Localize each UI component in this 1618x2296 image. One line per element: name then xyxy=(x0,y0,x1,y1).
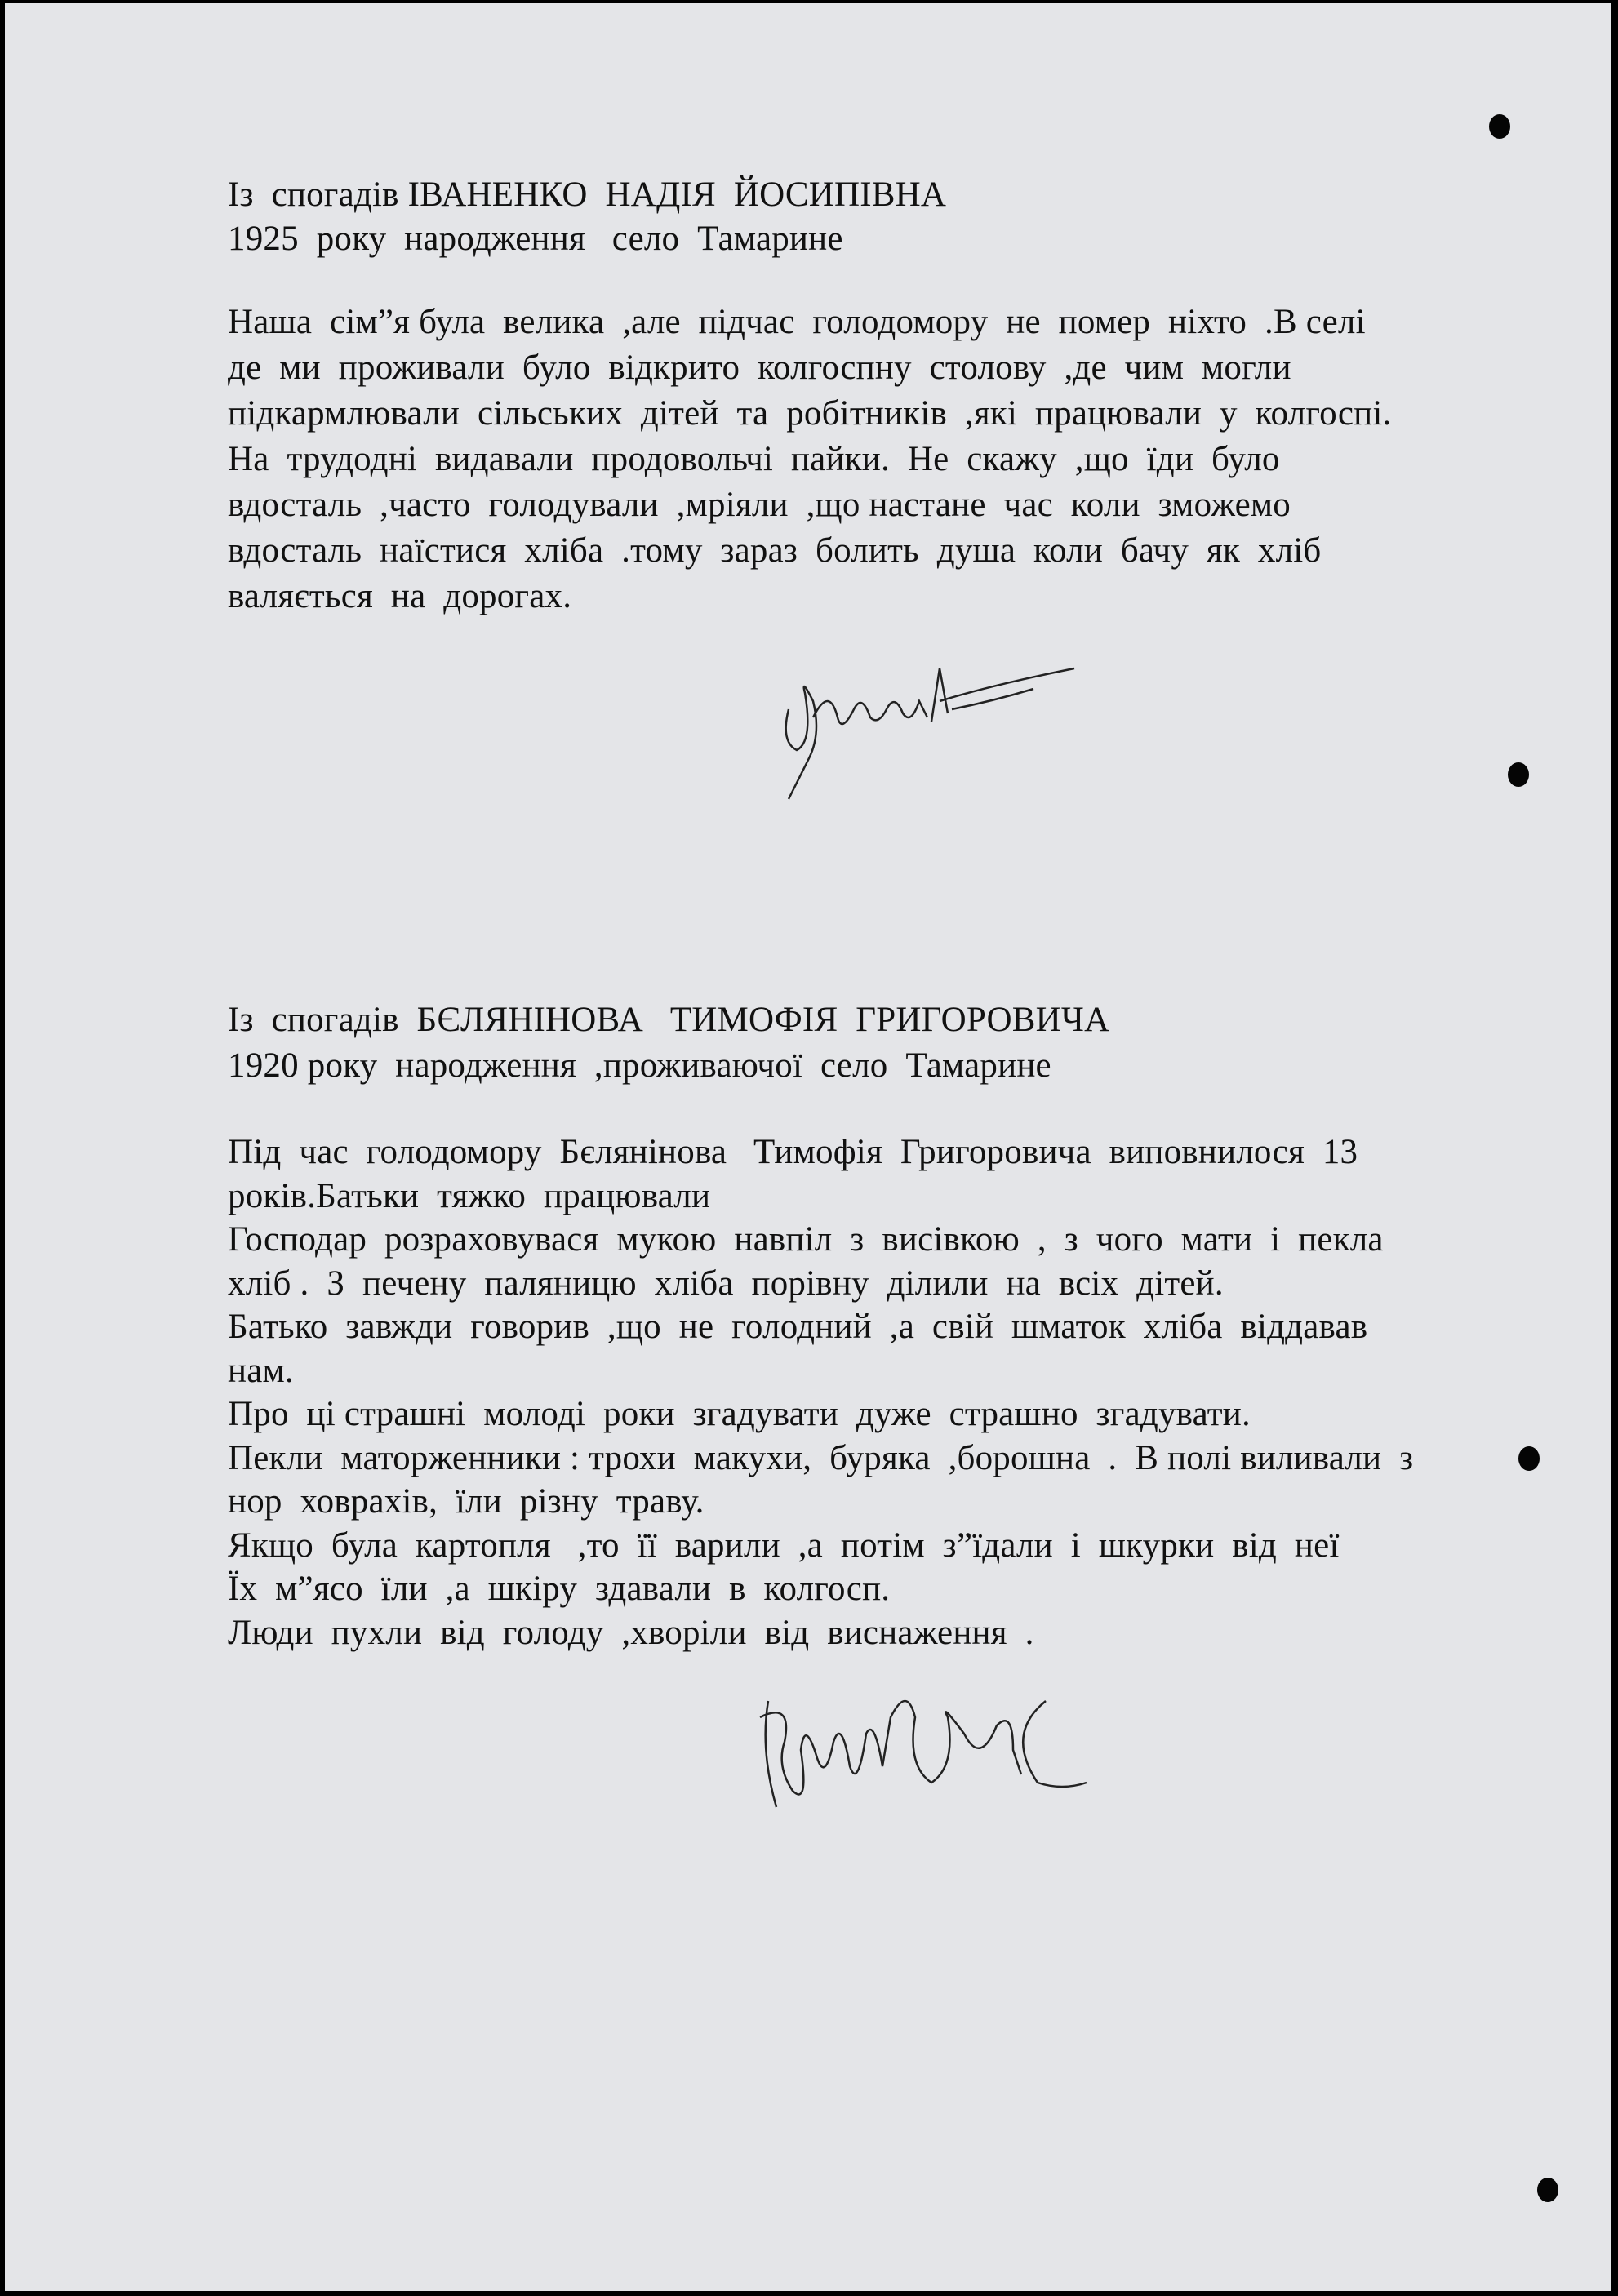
signature xyxy=(744,1668,1103,1815)
punch-hole xyxy=(1508,762,1529,787)
text-line: Їх м”ясо їли ,а шкіру здавали в колгосп. xyxy=(228,1570,891,1608)
punch-hole xyxy=(1518,1446,1540,1471)
text-line: Якщо була картопля ,то її варили ,а потім з”їдали і шкурки від неї xyxy=(228,1526,1340,1565)
text-line: На трудодні видавали продовольчі пайки. Не скажу ,що їди було xyxy=(228,440,1280,478)
signature xyxy=(764,644,1091,807)
text-line: Про ці страшні молоді роки згадувати дуже страшно згадувати. xyxy=(228,1395,1251,1433)
section-heading: Із спогадів ІВАНЕНКО НАДІЯ ЙОСИПІВНА xyxy=(228,175,947,214)
text-line: підкармлювали сільських дітей та робітників ,які працювали у колгоспі. xyxy=(228,394,1392,433)
text-line: нор ховрахів, їли різну траву. xyxy=(228,1482,705,1521)
section-subheading: 1925 року народження село Тамарине xyxy=(228,220,843,258)
punch-hole xyxy=(1489,114,1510,139)
text-line: нам. xyxy=(228,1352,294,1390)
text-line: вдосталь наїстися хліба .тому зараз болить душа коли бачу як хліб xyxy=(228,531,1322,570)
text-line: де ми проживали було відкрито колгоспну столову ,де чим могли xyxy=(228,349,1291,387)
section-subheading: 1920 року народження ,проживаючої село Тамарине xyxy=(228,1046,1051,1085)
text-line: років.Батьки тяжко працювали xyxy=(228,1177,711,1215)
text-line: Господар розраховувася мукою навпіл з висівкою , з чого мати і пекла xyxy=(228,1220,1384,1259)
text-line: Люди пухли від голоду ,хворіли від виснаження . xyxy=(228,1614,1034,1652)
text-line: Батько завжди говорив ,що не голодний ,а свій шматок хліба віддавав xyxy=(228,1308,1368,1346)
text-line: Наша сім”я була велика ,але підчас голодомору не помер ніхто .В селі xyxy=(228,303,1366,341)
text-line: вдосталь ,часто голодували ,мріяли ,що настане час коли зможемо xyxy=(228,486,1291,524)
section-heading: Із спогадів БЄЛЯНІНОВА ТИМОФІЯ ГРИГОРОВИЧА xyxy=(228,1001,1110,1039)
punch-hole xyxy=(1537,2178,1558,2202)
text-line: хліб . З печену паляницю хліба порівну ділили на всіх дітей. xyxy=(228,1264,1224,1303)
document-page xyxy=(5,3,1611,2291)
text-line: Пекли маторженники : трохи макухи, буряка ,борошна . В полі виливали з xyxy=(228,1439,1414,1477)
text-line: Під час голодомору Бєлянінова Тимофія Григоровича виповнилося 13 xyxy=(228,1133,1358,1171)
text-line: валяється на дорогах. xyxy=(228,577,572,615)
